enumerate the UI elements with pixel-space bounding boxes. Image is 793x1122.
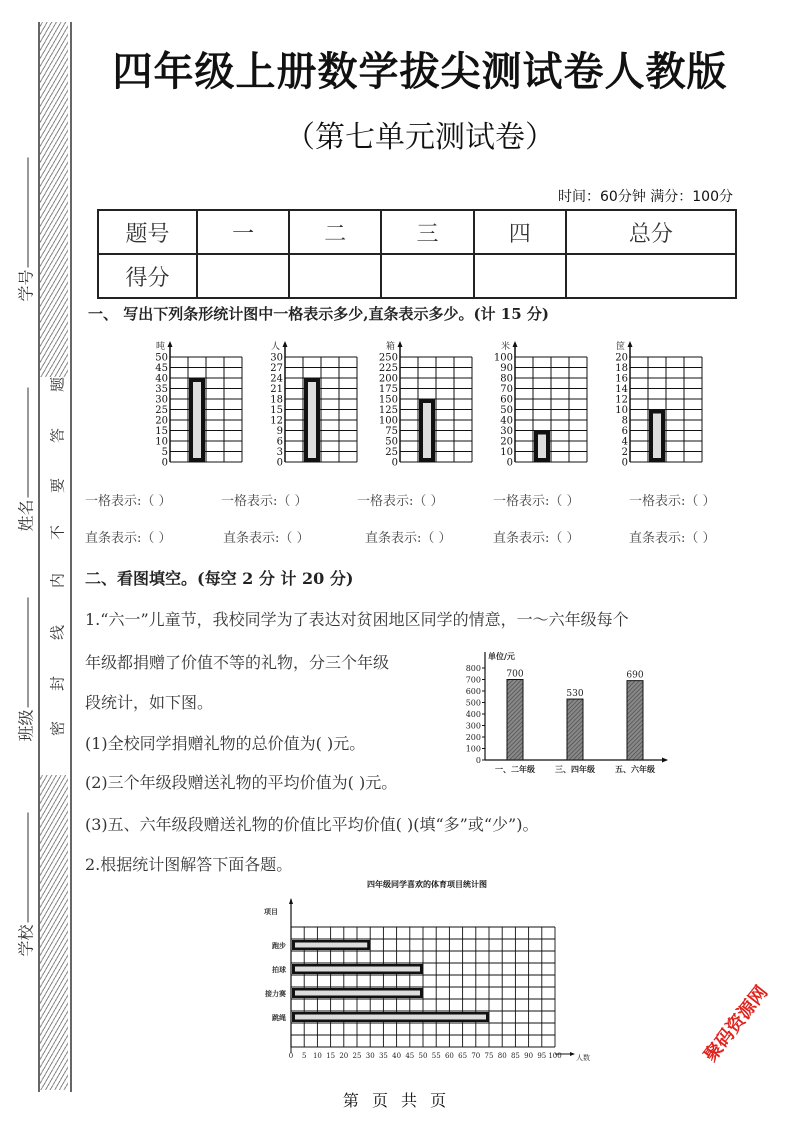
- q1-sub2: (2)三个年级段赠送礼物的平均价值为( )元。: [85, 773, 398, 792]
- bar-inner: [193, 382, 201, 458]
- grid-chart-5: [615, 340, 702, 469]
- score-input-cell[interactable]: [289, 254, 381, 298]
- y-tick-label: 8: [621, 415, 628, 427]
- sports-chart: [255, 875, 600, 1062]
- time-info: 时间：60分钟 满分：100分: [558, 189, 733, 205]
- y-tick-label: 跳绳: [272, 1013, 286, 1022]
- y-tick-label: 100: [465, 744, 481, 754]
- bar-inner: [538, 435, 546, 459]
- y-tick-label: 0: [506, 457, 513, 469]
- x-tick-label: 70: [471, 1052, 481, 1060]
- y-tick-label: 50: [155, 352, 168, 364]
- y-tick-label: 10: [615, 405, 628, 416]
- y-tick-label: 175: [378, 384, 398, 395]
- y-tick-label: 5: [161, 447, 168, 458]
- q1-text-line3: 段统计，如下图。: [85, 693, 214, 712]
- y-tick-label: 16: [615, 373, 628, 385]
- class-field[interactable]: [14, 592, 37, 742]
- chart-unit-label: 吨: [156, 342, 166, 352]
- x-tick-label: 20: [339, 1052, 349, 1060]
- page-subtitle: （第七单元测试卷）: [285, 120, 555, 155]
- y-axis-arrow: [513, 341, 518, 347]
- y-tick-label: 12: [270, 415, 283, 427]
- y-tick-label: 10: [500, 447, 513, 458]
- seal-char: 封: [48, 676, 67, 692]
- data-label: 530: [566, 689, 584, 700]
- score-input-cell[interactable]: [474, 254, 566, 298]
- student-id-field[interactable]: [14, 152, 37, 302]
- y-tick-label: 15: [270, 405, 283, 416]
- y-tick-label: 27: [270, 363, 283, 374]
- answer-blank[interactable]: 直条表示:（ ）: [365, 531, 452, 546]
- y-tick-label: 225: [378, 363, 398, 374]
- score-cell: 一: [197, 210, 289, 254]
- chart-unit-label: 筐: [616, 342, 626, 352]
- y-axis-arrow: [289, 898, 293, 904]
- bar-inner: [295, 943, 367, 948]
- y-tick-label: 100: [493, 352, 513, 364]
- y-axis-arrow: [168, 341, 173, 347]
- y-tick-label: 125: [378, 405, 398, 416]
- y-tick-label: 50: [500, 405, 513, 416]
- grid-chart-4: [494, 340, 587, 469]
- y-tick-label: 20: [155, 415, 168, 427]
- seal-char: 线: [48, 625, 67, 641]
- answer-blank[interactable]: 直条表示:（ ）: [223, 531, 310, 546]
- x-tick-label: 75: [484, 1052, 494, 1060]
- seal-char: 内: [48, 573, 67, 589]
- answer-blank[interactable]: 直条表示:（ ）: [85, 531, 172, 546]
- name-label: 姓名: [16, 499, 36, 532]
- y-tick-label: 30: [500, 426, 513, 437]
- score-cell: 四: [474, 210, 566, 254]
- x-tick-label: 30: [365, 1052, 375, 1060]
- bar-inner: [295, 991, 420, 996]
- y-tick-label: 25: [155, 405, 168, 416]
- x-tick-label: 一、二年级: [495, 764, 535, 774]
- answer-blank[interactable]: 直条表示:（ ）: [629, 531, 716, 546]
- y-tick-label: 15: [155, 426, 168, 437]
- y-tick-label: 0: [475, 756, 481, 765]
- y-axis-arrow: [283, 341, 288, 347]
- y-tick-label: 200: [465, 733, 481, 742]
- y-tick-label: 20: [500, 436, 513, 448]
- y-tick-label: 0: [621, 457, 628, 469]
- y-tick-label: 200: [378, 373, 398, 385]
- chart-unit-label: 米: [501, 342, 511, 352]
- score-table-header-row: [98, 210, 736, 254]
- y-tick-label: 6: [276, 436, 283, 448]
- x-tick-label: 80: [497, 1052, 507, 1060]
- y-tick-label: 24: [270, 373, 283, 385]
- y-tick-label: 2: [621, 447, 628, 458]
- page-title: 四年级上册数学拔尖测试卷人教版: [112, 49, 728, 95]
- y-tick-label: 400: [465, 710, 481, 719]
- q1-sub3: (3)五、六年级段赠送礼物的价值比平均价值( )(填“多”或“少”)。: [85, 815, 539, 834]
- score-input-cell[interactable]: [381, 254, 473, 298]
- y-tick-label: 30: [155, 394, 168, 406]
- answer-blank[interactable]: 一格表示:（ ）: [221, 494, 308, 509]
- y-tick-label: 12: [615, 394, 628, 406]
- x-tick-label: 五、六年级: [615, 764, 655, 774]
- watermark: 聚码资源网: [700, 981, 773, 1066]
- y-tick-label: 21: [270, 384, 283, 395]
- y-tick-label: 0: [161, 457, 168, 469]
- score-input-cell[interactable]: [566, 254, 736, 298]
- q1-sub1: (1)全校同学捐赠礼物的总价值为( )元。: [85, 734, 366, 753]
- grid-chart-2: [270, 340, 357, 469]
- y-tick-label: 300: [465, 721, 481, 731]
- school-field[interactable]: [14, 807, 37, 957]
- y-tick-label: 25: [385, 447, 398, 458]
- page-footer: 第 页 共 页: [342, 1091, 451, 1110]
- y-tick-label: 80: [500, 373, 513, 385]
- grid-chart-1: [155, 340, 242, 469]
- seal-char: 要: [48, 478, 67, 494]
- student-id-label: 学号: [16, 269, 36, 302]
- seal-char: 不: [48, 525, 67, 541]
- score-cell: 总分: [566, 210, 736, 254]
- y-tick-label: 0: [276, 457, 283, 469]
- chart-unit-label: 箱: [386, 342, 396, 352]
- y-tick-label: 250: [378, 352, 398, 364]
- y-tick-label: 跑步: [272, 941, 286, 950]
- y-axis-label: 项目: [264, 907, 278, 916]
- x-tick-label: 15: [326, 1052, 336, 1060]
- bar-inner: [295, 1015, 486, 1020]
- y-axis-arrow: [628, 341, 633, 347]
- answer-blank[interactable]: 一格表示:（ ）: [357, 494, 444, 509]
- bar-inner: [653, 414, 661, 459]
- y-tick-label: 150: [378, 394, 398, 406]
- y-tick-label: 14: [615, 384, 628, 395]
- y-tick-label: 700: [465, 675, 481, 685]
- y-tick-label: 10: [155, 436, 168, 448]
- name-field[interactable]: [14, 382, 37, 532]
- y-tick-label: 90: [500, 363, 513, 374]
- q1-text-line2: 年级都捐赠了价值不等的礼物，分三个年级: [85, 653, 390, 672]
- y-tick-label: 70: [500, 384, 513, 395]
- score-cell: 三: [381, 210, 473, 254]
- x-tick-label: 10: [312, 1052, 322, 1060]
- y-tick-label: 30: [270, 352, 283, 364]
- y-tick-label: 40: [500, 415, 513, 427]
- y-tick-label: 45: [155, 363, 168, 374]
- y-tick-label: 500: [465, 698, 481, 708]
- x-axis-arrow: [662, 758, 668, 763]
- q2-text: 2.根据统计图解答下面各题。: [85, 855, 293, 874]
- class-label: 班级: [16, 709, 36, 742]
- section1-heading: 一、 写出下列条形统计图中一格表示多少,直条表示多少。(计 15 分): [88, 305, 549, 323]
- y-tick-label: 18: [270, 394, 283, 406]
- score-row-label: 得分: [98, 254, 197, 298]
- x-tick-label: 90: [524, 1052, 534, 1060]
- bar-inner: [308, 382, 316, 458]
- y-tick-label: 35: [155, 384, 168, 395]
- data-label: 690: [626, 670, 644, 681]
- x-tick-label: 三、四年级: [555, 764, 595, 774]
- score-cell: 二: [289, 210, 381, 254]
- score-input-cell[interactable]: [197, 254, 289, 298]
- answer-blank[interactable]: 一格表示:（ ）: [493, 494, 580, 509]
- x-tick-label: 45: [405, 1052, 415, 1060]
- x-tick-label: 0: [288, 1052, 294, 1060]
- x-tick-label: 40: [392, 1052, 402, 1060]
- y-tick-label: 18: [615, 363, 628, 374]
- y-tick-label: 3: [276, 447, 283, 458]
- score-table-score-row: [98, 254, 736, 298]
- q1-text-line1: 1.“六一”儿童节，我校同学为了表达对贫困地区同学的情意，一～六年级每个: [85, 610, 629, 629]
- bar: [507, 680, 523, 761]
- y-tick-label: 6: [621, 426, 628, 437]
- x-axis-arrow: [570, 1052, 575, 1056]
- bar-inner: [295, 967, 420, 972]
- x-tick-label: 65: [458, 1052, 468, 1060]
- y-tick-label: 40: [155, 373, 168, 385]
- y-tick-label: 0: [391, 457, 398, 469]
- seal-char: 密: [48, 721, 67, 737]
- x-tick-label: 50: [418, 1052, 428, 1060]
- x-tick-label: 100: [548, 1052, 562, 1060]
- bar: [627, 681, 643, 760]
- answer-blank[interactable]: 一格表示:（ ）: [629, 494, 716, 509]
- bar-inner: [423, 403, 431, 458]
- x-tick-label: 5: [301, 1052, 307, 1060]
- y-tick-label: 50: [385, 436, 398, 448]
- y-tick-label: 拍球: [272, 965, 286, 974]
- answer-blank[interactable]: 一格表示:（ ）: [85, 494, 172, 509]
- y-axis-arrow: [398, 341, 403, 347]
- donation-chart: [455, 640, 675, 805]
- grid-chart-3: [379, 340, 472, 469]
- y-tick-label: 20: [615, 352, 628, 364]
- y-tick-label: 800: [465, 664, 481, 673]
- y-tick-label: 接力赛: [265, 989, 286, 998]
- answer-blank[interactable]: 直条表示:（ ）: [493, 531, 580, 546]
- x-tick-label: 25: [352, 1052, 362, 1060]
- section1-charts: [130, 335, 750, 475]
- chart-title: 四年级同学喜欢的体育项目统计图: [367, 879, 487, 889]
- hatch-bottom: [40, 775, 68, 1090]
- seal-char: 答: [48, 428, 67, 444]
- section2-heading: 二、看图填空。(每空 2 分 计 20 分): [85, 569, 354, 588]
- y-tick-label: 60: [500, 394, 513, 406]
- data-label: 700: [506, 669, 524, 680]
- y-tick-label: 100: [378, 415, 398, 427]
- x-axis-label: 人数: [576, 1054, 590, 1062]
- y-tick-label: 9: [276, 426, 283, 437]
- x-tick-label: 95: [537, 1052, 547, 1060]
- y-axis-label: 单位/元: [488, 651, 515, 661]
- hatch-top: [40, 22, 68, 377]
- y-tick-label: 75: [385, 426, 398, 437]
- score-table: [97, 209, 737, 299]
- x-tick-label: 55: [431, 1052, 441, 1060]
- seal-char: 题: [48, 377, 67, 393]
- x-tick-label: 60: [444, 1052, 454, 1060]
- school-label: 学校: [16, 924, 36, 957]
- bar: [567, 699, 583, 760]
- y-tick-label: 4: [621, 436, 628, 448]
- chart-unit-label: 人: [271, 342, 281, 352]
- x-tick-label: 35: [378, 1052, 388, 1060]
- score-cell: 题号: [98, 210, 197, 254]
- binding-line-right: [70, 22, 72, 1092]
- x-tick-label: 85: [510, 1052, 520, 1060]
- y-tick-label: 600: [465, 687, 481, 696]
